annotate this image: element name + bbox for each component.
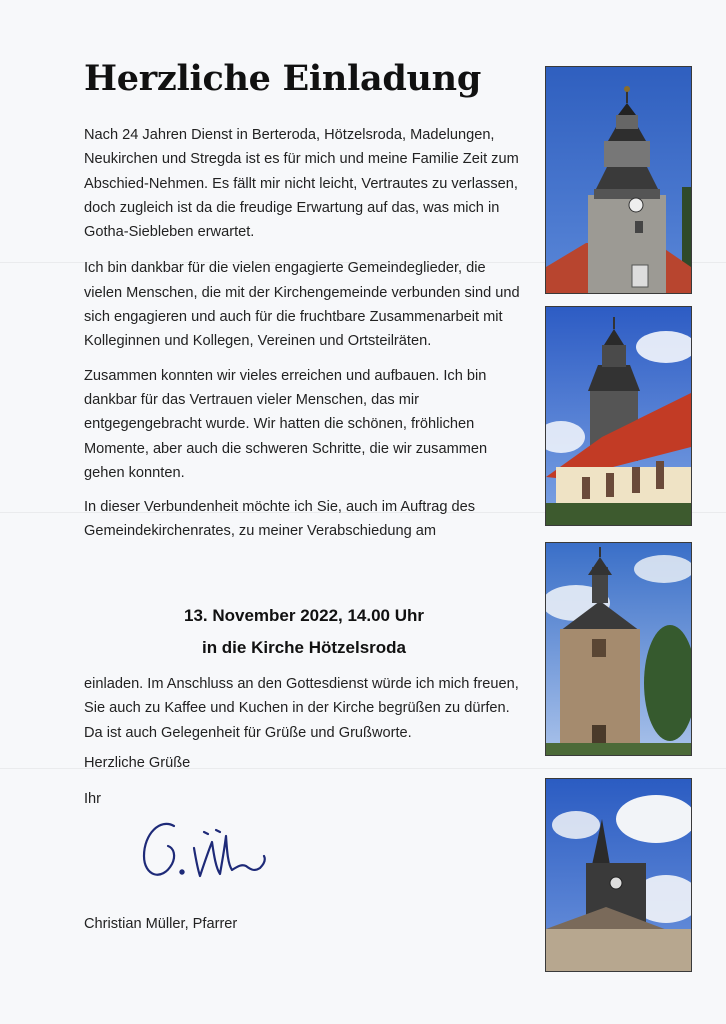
signature-surname <box>194 836 265 876</box>
paragraph-invitation: In dieser Verbundenheit möchte ich Sie, auch im Auftrag des Gemeindekirchenrates, zu meiner Verabschiedung am <box>84 499 476 540</box>
signer-name: Christian Müller, Pfarrer <box>84 916 238 932</box>
signature <box>138 812 278 892</box>
church-photo-1 <box>545 66 692 294</box>
event-location: in die Kirche Hötzelsroda <box>201 638 407 657</box>
greeting: Herzliche Grüße <box>84 755 191 771</box>
event-date-time: 13. November 2022, 14.00 Uhr <box>183 606 425 625</box>
church-photo-2 <box>545 306 692 526</box>
signature-dot <box>180 870 183 873</box>
signature-umlaut <box>204 830 220 834</box>
paragraph-farewell: Nach 24 Jahren Dienst in Berteroda, Hötzelsroda, Madelungen, Neukirchen und Stregda ist es für mich und meine Familie Zeit zum Abschied-Nehmen. Es fällt mir nicht leicht, Vertrautes zu verlassen, doch zugleich ist da die freudige Erwartung auf das, was mich in Gotha-Siebleben erwartet. <box>84 127 519 241</box>
sign-off: Ihr <box>84 791 102 807</box>
paragraph-together: Zusammen konnten wir vieles erreichen und aufbauen. Ich bin dankbar für das Vertrauen vieler Menschen, das mir entgegengebracht wurde. Wir hatten die schönen, fröhlichen Momente, aber auch die schweren Schritte, die wir zusammen gehen konnten. <box>84 367 488 481</box>
letter-body <box>84 123 524 554</box>
invitation-text: einladen. Im Anschluss an den Gottesdienst würde ich mich freuen, Sie auch zu Kaffee und Kuchen in der Kirche begrüßen zu dürfen. Da ist auch Gelegenheit für Grüße und Grußworte. <box>84 676 519 741</box>
church-photo-3 <box>545 542 692 756</box>
church-photo-4 <box>545 778 692 972</box>
page-title: Herzliche Einladung <box>84 58 481 99</box>
signature-initial <box>144 824 174 875</box>
paragraph-thanks: Ich bin dankbar für die vielen engagierte Gemeindeglieder, die vielen Menschen, die mit der Kirchengemeinde verbunden sind und sich engagieren und auch für die fruchtbare Zusammenarbeit mit Kolleginnen und Kollegen, Vereinen und Ortsteilräten. <box>84 260 520 350</box>
